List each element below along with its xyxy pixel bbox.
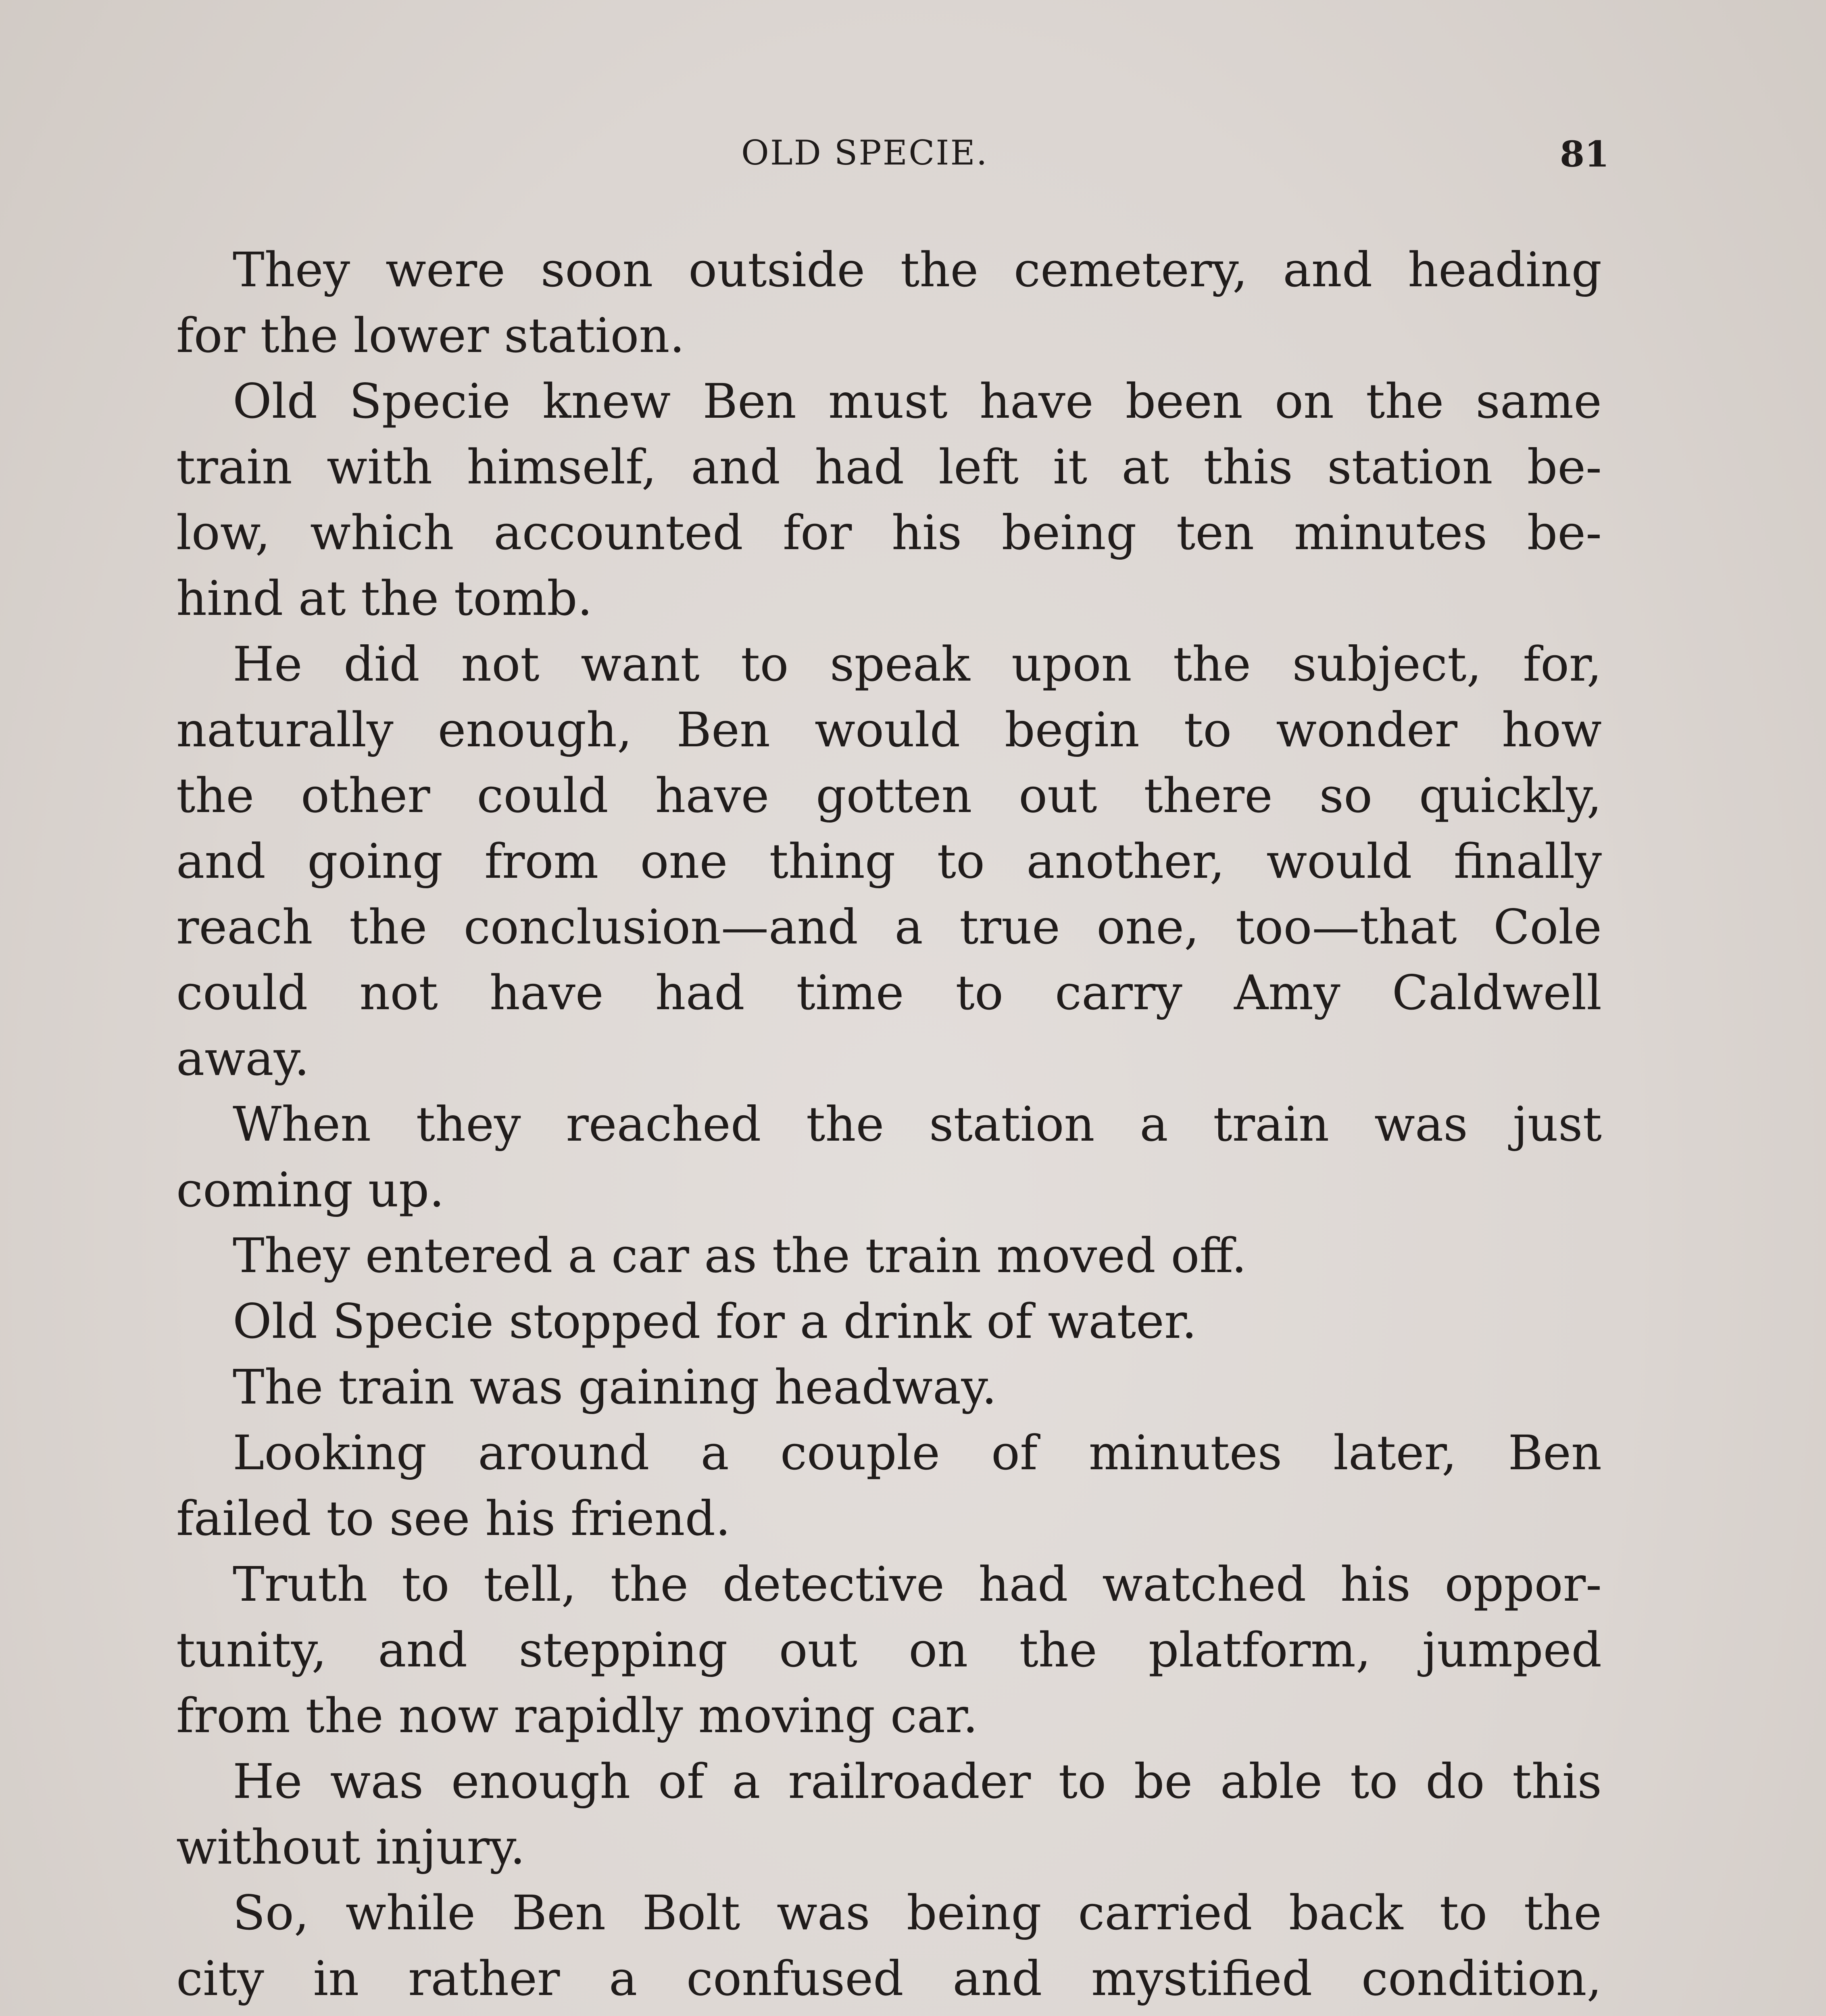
page-number: 81: [1560, 133, 1609, 175]
text-line: coming up.: [176, 1162, 444, 1218]
paragraph: [176, 1354, 1602, 1420]
text-line: Looking around a couple of minutes later, Ben: [233, 1425, 1602, 1481]
text-line: [176, 2012, 1602, 2016]
body-text: [176, 237, 1602, 2016]
text-line: without injury.: [176, 1819, 525, 1875]
text-line: He was enough of a railroader to be able to do this: [233, 1754, 1602, 1809]
paragraph: [176, 369, 1602, 631]
paragraph: [176, 1289, 1602, 1354]
paragraph: [176, 1880, 1602, 2016]
text-line: Truth to tell, the detective had watched his oppor-: [233, 1556, 1602, 1612]
text-line: the other could have gotten out there so quickly,: [176, 768, 1602, 823]
text-line: They entered a car as the train moved off.: [233, 1228, 1247, 1283]
text-line: train with himself, and had left it at this station be-: [176, 439, 1602, 495]
paragraph: [176, 1420, 1602, 1552]
text-line: hind at the tomb.: [176, 571, 593, 626]
text-line: and going from one thing to another, would finally: [176, 833, 1602, 889]
text-line: The train was gaining headway.: [233, 1359, 997, 1415]
paragraph: [176, 237, 1602, 369]
text-line: failed to see his friend.: [176, 1491, 731, 1546]
running-head: [0, 133, 1826, 190]
paragraph: [176, 1749, 1602, 1880]
text-line: away.: [176, 1031, 310, 1086]
running-title: OLD SPECIE.: [741, 133, 988, 173]
text-line: low, which accounted for his being ten minutes be-: [176, 505, 1602, 560]
text-line: When they reached the station a train was just: [233, 1096, 1602, 1152]
text-line: for the lower station.: [176, 308, 685, 363]
paragraph: [176, 1552, 1602, 1749]
paragraph: [176, 1223, 1602, 1289]
text-line: from the now rapidly moving car.: [176, 1688, 978, 1743]
text-line: They were soon outside the cemetery, and heading: [233, 242, 1602, 298]
text-line: Old Specie stopped for a drink of water.: [233, 1293, 1197, 1349]
text-line: city in rather a confused and mystified condition,: [176, 1951, 1602, 2006]
text-line: naturally enough, Ben would begin to wonder how: [176, 702, 1602, 758]
paragraph: [176, 631, 1602, 1091]
text-line: reach the conclusion—and a true one, too—that Cole: [176, 899, 1602, 955]
text-line: could not have had time to carry Amy Caldwell: [176, 965, 1602, 1020]
text-line: He did not want to speak upon the subject, for,: [233, 636, 1602, 692]
text-line: tunity, and stepping out on the platform, jumped: [176, 1622, 1602, 1678]
paragraph: [176, 1091, 1602, 1223]
text-line: So, while Ben Bolt was being carried back to the: [233, 1885, 1602, 1941]
text-line: Old Specie knew Ben must have been on the same: [233, 373, 1602, 429]
